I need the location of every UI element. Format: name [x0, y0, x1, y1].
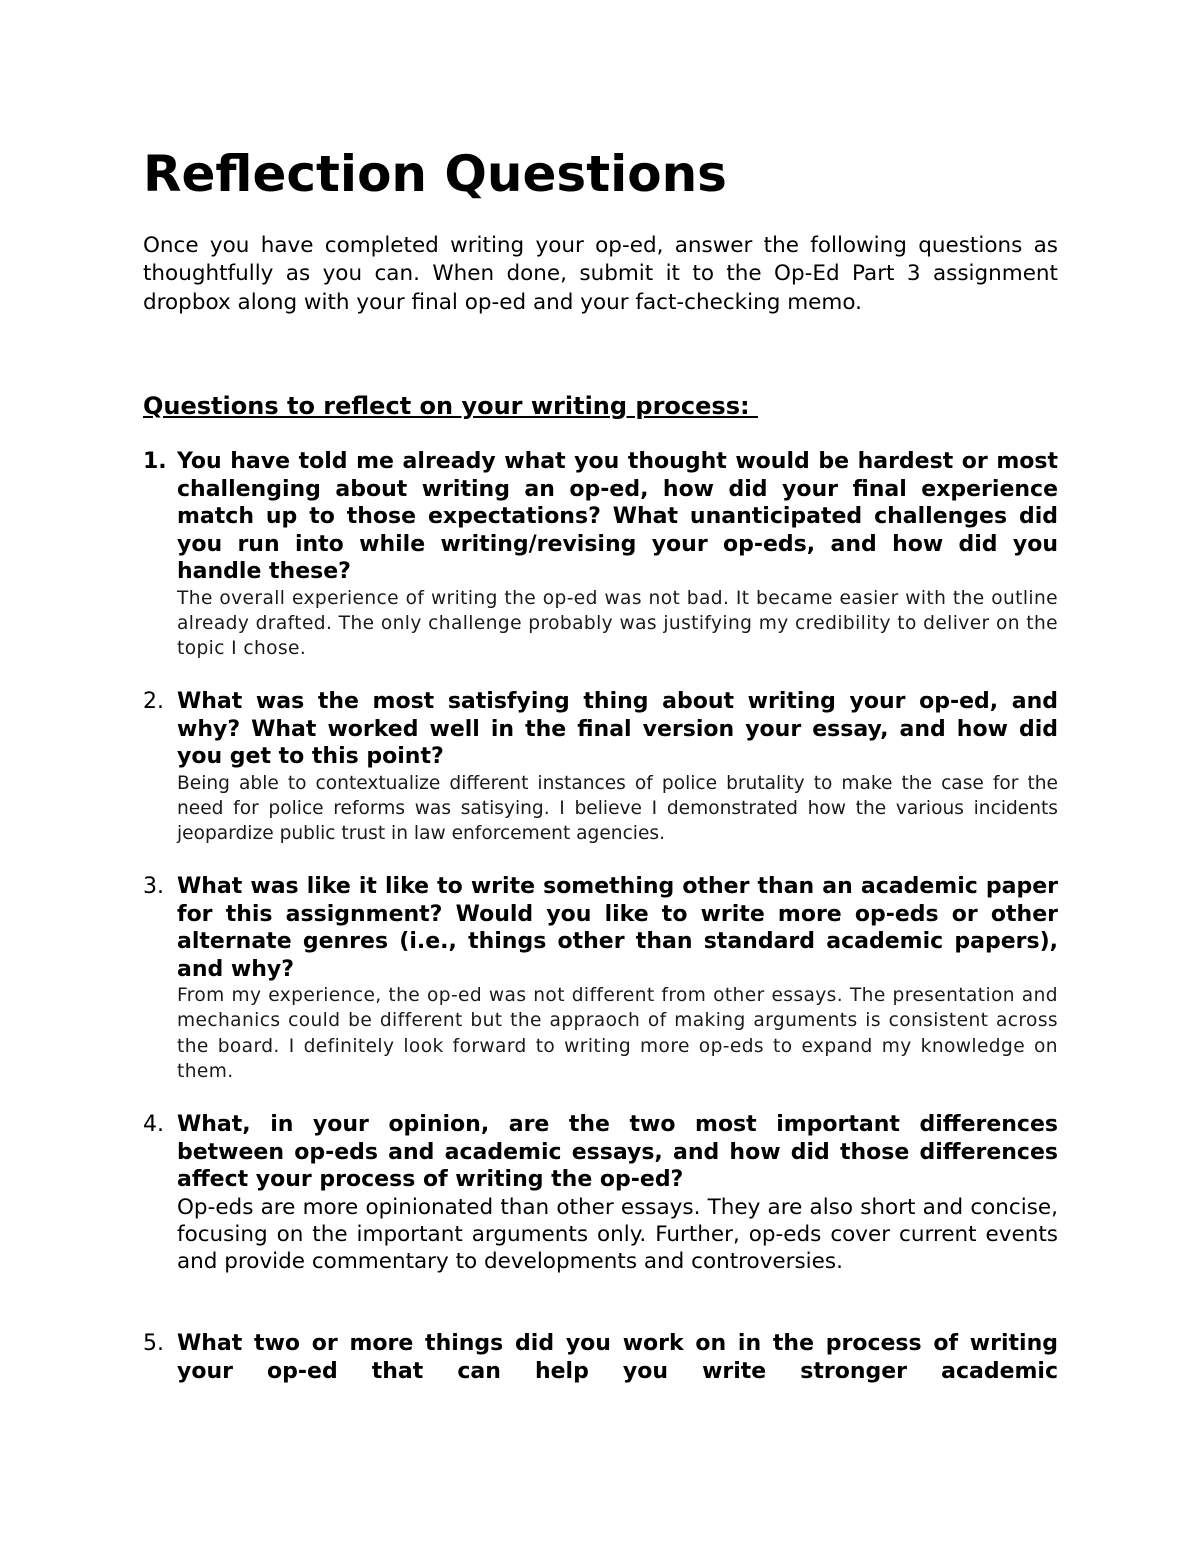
question-item-1 [143, 448, 1058, 661]
question-item-3 [143, 873, 1058, 1084]
question-number: 3. [143, 874, 164, 899]
intro-paragraph: Once you have completed writing your op-ed, answer the following questions as thoughtfully as you can. When done, submit it to the Op-Ed Part 3 assignment dropbox along with your final op-ed and your fact-checking memo. [143, 233, 1058, 315]
question-text: What, in your opinion, are the two most important differences between op-eds and academic essays, and how did those differences affect your process of writing the op-ed? [177, 1112, 1058, 1192]
question-item-5 [143, 1330, 1058, 1385]
answer-text: Being able to contextualize different instances of police brutality to make the case for the need for police reforms was satisying. I believe I demonstrated how the various incidents jeopardize public trust in law enforcement agencies. [177, 772, 1058, 845]
question-item-2 [143, 688, 1058, 846]
question-text: What was the most satisfying thing about writing your op-ed, and why? What worked well in the final version your essay, and how did you get to this point? [177, 689, 1058, 769]
answer-text: From my experience, the op-ed was not different from other essays. The presentation and mechanics could be different but the appraoch of making arguments is consistent across the board. I definitely look forward to writing more op-eds to expand my knowledge on them. [177, 985, 1058, 1082]
question-number: 1. [143, 449, 167, 474]
document-title: Reflection Questions [143, 145, 727, 203]
question-text: What was like it like to write something other than an academic paper for this assignment? Would you like to write more op-eds or other alternate genres (i.e., things other than standard academic papers), and why? [177, 874, 1058, 982]
answer-text: The overall experience of writing the op-ed was not bad. It became easier with the outline already drafted. The only challenge probably was justifying my credibility to deliver on the topic I chose. [177, 587, 1058, 660]
section-heading: Questions to reflect on your writing process: [143, 392, 758, 420]
answer-text: Op-eds are more opinionated than other essays. They are also short and concise, focusing on the important arguments only. Further, op-eds cover current events and provide commentary to developments and controversies. [177, 1194, 1058, 1275]
question-number: 4. [143, 1112, 164, 1137]
question-item-4 [143, 1111, 1058, 1275]
question-number: 2. [143, 689, 164, 714]
question-text: You have told me already what you thought would be hardest or most challenging about writing an op-ed, how did your final experience match up to those expectations? What unanticipated challenges did you run into while writing/revising your op-eds, and how did you handle these? [177, 449, 1058, 584]
question-text: What two or more things did you work on in the process of writing your op-ed that can help you write stronger academic [177, 1331, 1058, 1384]
question-number: 5. [143, 1331, 164, 1356]
